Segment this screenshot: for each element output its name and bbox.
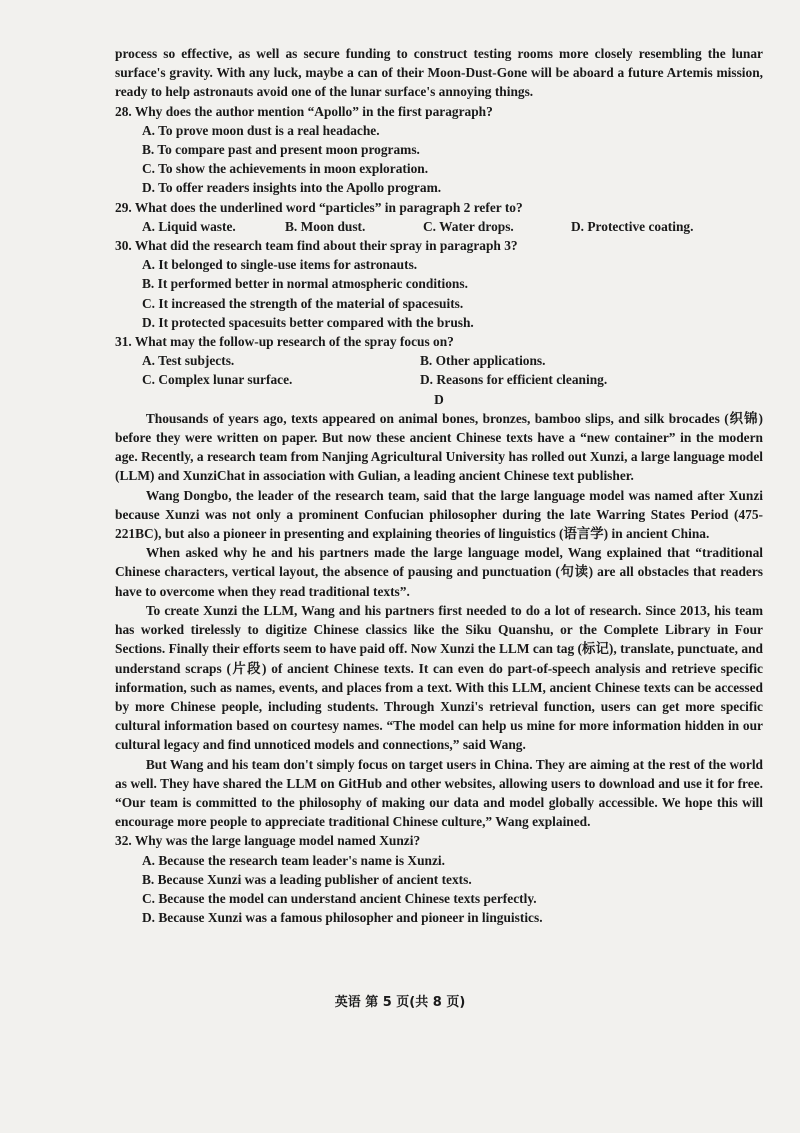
- passage-d-paragraph-4: To create Xunzi the LLM, Wang and his partners first needed to do a lot of research. Since 2013, his team has worked tirelessly to digitize Chinese classics like the Siku Quanshu, or the Complete Library in Four Sections. Finally their efforts seem to have paid off. Now Xunzi the LLM can tag (标记), translate, punctuate, and understand scraps (片段) of ancient Chinese texts. It can even do part-of-speech analysis and retrieve specific information, such as names, events, and places from a text. With this LLM, ancient Chinese texts can be accessed by more Chinese people, including students. Through Xunzi's retrieval function, users can get more specific cultural information based on courtesy names. “The model can help us mine for more information hidden in our cultural legacy and find unnoticed models and connections,” said Wang.: [115, 602, 763, 753]
- q32-option-d: D. Because Xunzi was a famous philosopher and pioneer in linguistics.: [142, 910, 543, 926]
- q32-option-b: B. Because Xunzi was a leading publisher of ancient texts.: [142, 871, 472, 887]
- question-29: 29. What does the underlined word “particles” in paragraph 2 refer to?: [115, 199, 523, 215]
- passage-d-paragraph-5: But Wang and his team don't simply focus on target users in China. They are aiming at the rest of the world as well. They have shared the LLM on GitHub and other websites, allowing users to download and use it for free. “Our team is committed to the philosophy of making our data and model globally accessible. We hope this will encourage more people to appreciate traditional Chinese culture,” Wang explained.: [115, 756, 763, 830]
- q30-option-c: C. It increased the strength of the material of spacesuits.: [142, 295, 464, 311]
- passage-d-paragraph-2: Wang Dongbo, the leader of the research team, said that the large language model was named after Xunzi because Xunzi was not only a prominent Confucian philosopher during the late Warring States Period (475-221BC), but also a pioneer in presenting and explaining theories of linguistics (语言学) in ancient China.: [115, 487, 763, 542]
- q32-option-c: C. Because the model can understand ancient Chinese texts perfectly.: [142, 890, 537, 906]
- q30-option-d: D. It protected spacesuits better compared with the brush.: [142, 314, 474, 330]
- q31-option-a: A. Test subjects.: [142, 353, 235, 369]
- q32-option-a: A. Because the research team leader's name is Xunzi.: [142, 852, 445, 868]
- page-footer: 英语 第 5 页(共 8 页): [334, 995, 466, 1010]
- passage-d-paragraph-1: Thousands of years ago, texts appeared on animal bones, bronzes, bamboo slips, and silk brocades (织锦) before they were written on paper. But now these ancient Chinese texts have a “new container” in the modern age. Recently, a research team from Nanjing Agricultural University has rolled out Xunzi, a large language model (LLM) and XunziChat in association with Gulian, a leading ancient Chinese text publisher.: [115, 410, 763, 484]
- q28-option-c: C. To show the achievements in moon exploration.: [142, 161, 429, 177]
- q31-option-d: D. Reasons for efficient cleaning.: [420, 372, 608, 388]
- q31-options-row-1: [142, 351, 763, 370]
- q31-option-b: B. Other applications.: [420, 353, 546, 369]
- section-label: D: [434, 391, 444, 407]
- q28-option-d: D. To offer readers insights into the Apollo program.: [142, 180, 442, 196]
- question-30: 30. What did the research team find about their spray in paragraph 3?: [115, 238, 518, 254]
- q28-option-a: A. To prove moon dust is a real headache.: [142, 122, 380, 138]
- intro-paragraph: process so effective, as well as secure funding to construct testing rooms more closely resembling the lunar surface's gravity. With any luck, maybe a can of their Moon-Dust-Gone will be aboard a future Artemis mission, ready to help astronauts avoid one of the lunar surface's annoying things.: [115, 46, 763, 100]
- q30-option-a: A. It belonged to single-use items for astronauts.: [142, 257, 418, 273]
- q29-options: [142, 217, 763, 236]
- exam-page: [115, 44, 763, 927]
- q29-option-d: D. Protective coating.: [571, 218, 694, 234]
- question-32: 32. Why was the large language model named Xunzi?: [115, 833, 421, 849]
- passage-d-paragraph-3: When asked why he and his partners made the large language model, Wang explained that “traditional Chinese characters, vertical layout, the absence of pausing and punctuation (句读) are all obstacles that readers have to overcome when they read traditional texts”.: [115, 545, 763, 599]
- q30-option-b: B. It performed better in normal atmospheric conditions.: [142, 276, 468, 292]
- q28-option-b: B. To compare past and present moon programs.: [142, 142, 420, 158]
- q29-option-a: A. Liquid waste.: [142, 218, 236, 234]
- question-31: 31. What may the follow-up research of the spray focus on?: [115, 334, 454, 350]
- q29-option-b: B. Moon dust.: [285, 218, 366, 234]
- q29-option-c: C. Water drops.: [423, 218, 514, 234]
- q31-option-c: C. Complex lunar surface.: [142, 372, 293, 388]
- q31-options-row-2: [142, 370, 763, 389]
- question-28: 28. Why does the author mention “Apollo” in the first paragraph?: [115, 103, 493, 119]
